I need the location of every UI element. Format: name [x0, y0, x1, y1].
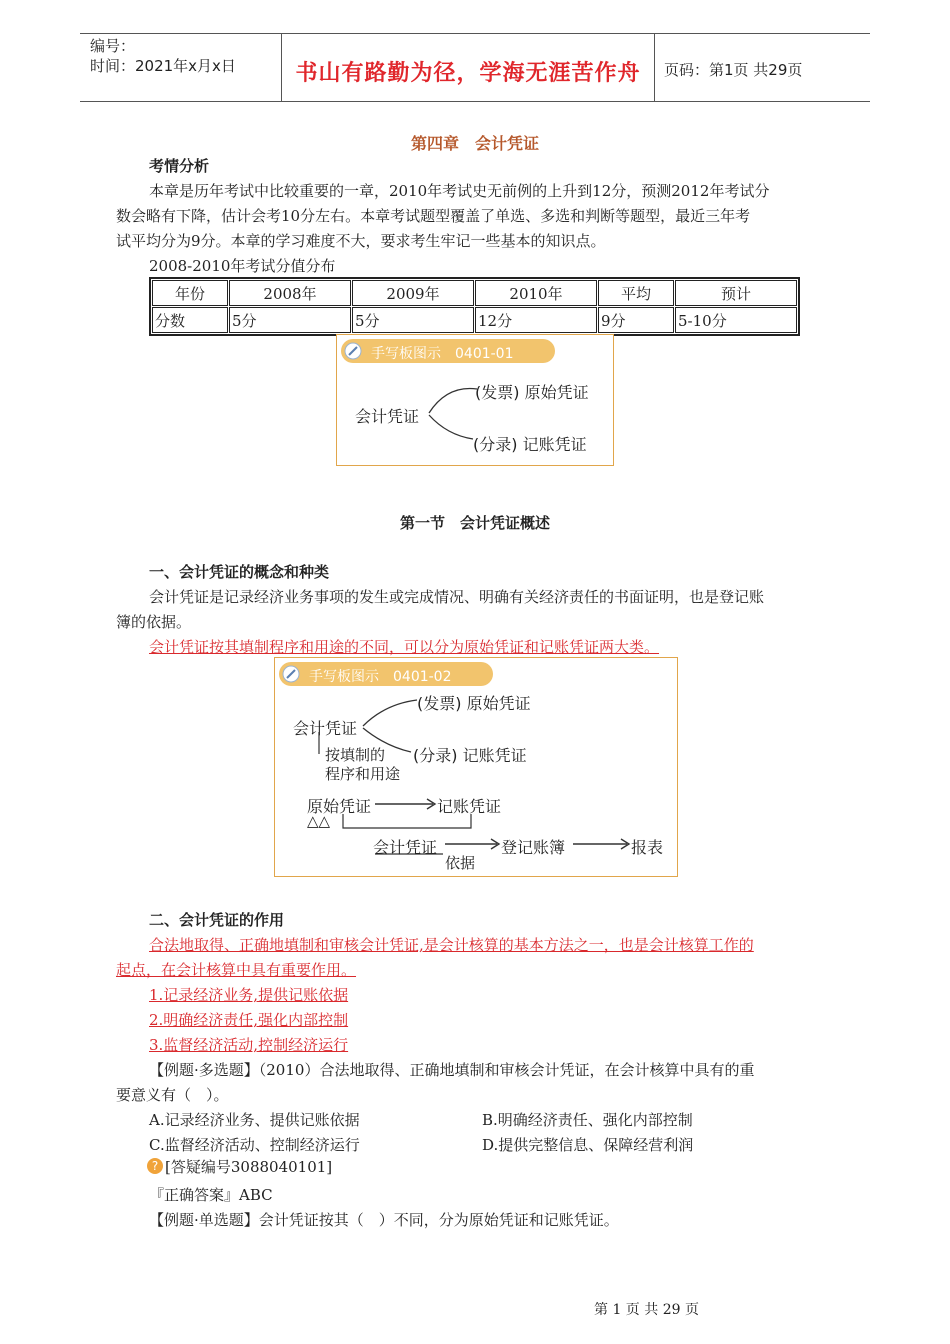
figure-2-basis: 依据	[445, 854, 476, 872]
figure-1-root: 会计凭证	[355, 407, 420, 426]
table-row	[152, 307, 797, 333]
part1-highlight: 会计凭证按其填制程序和用途的不同，可以分为原始凭证和记账凭证两大类。	[149, 638, 660, 656]
table-header-cell: 平均	[598, 280, 674, 306]
header-meta	[90, 36, 236, 76]
table-caption: 2008-2010年考试分值分布	[149, 257, 336, 275]
analysis-text-line2: 数会略有下降，估计会考10分左右。本章考试题型覆盖了单选、多选和判断等题型，最近三年考	[116, 207, 751, 225]
part1-text-line1: 会计凭证是记录经济业务事项的发生或完成情况、明确有关经济责任的书面证明，也是登记账	[149, 588, 765, 606]
figure-2-root: 会计凭证	[293, 719, 358, 738]
example1-answer: 『正确答案』ABC	[149, 1186, 273, 1204]
header-page-info: 页码：第1页 共29页	[664, 61, 803, 79]
part1-text-line2: 簿的依据。	[116, 613, 192, 631]
part2-highlight-line1: 合法地取得、正确地填制和审核会计凭证,是会计核算的基本方法之一，也是会计核算工作的	[149, 936, 754, 954]
table-header-row	[152, 280, 797, 306]
figure-2-basis-line1: 按填制的	[325, 746, 386, 764]
branch-upper-line	[429, 389, 477, 414]
whiteboard-figure-2	[274, 657, 678, 877]
branch-upper-line	[363, 700, 417, 726]
header-divider-1	[281, 33, 282, 101]
header-motto: 书山有路勤为径，学海无涯苦作舟	[295, 61, 641, 86]
example1-qa-ref[interactable]: [答疑编号3088040101]	[165, 1158, 333, 1176]
figure-2-ledger: 登记账簿	[501, 838, 566, 857]
analysis-text-line3: 试平均分为9分。本章的学习难度不大，要求考生牢记一些基本的知识点。	[116, 232, 606, 250]
example1-option-c: C.监督经济活动、控制经济运行	[149, 1136, 360, 1154]
figure-1-badge: 手写板图示 0401-01	[371, 346, 514, 362]
score-distribution-table	[149, 277, 800, 336]
header-divider-2	[654, 33, 655, 101]
footer-page-number: 第 1 页 共 29 页	[594, 1302, 699, 1318]
table-cell: 9分	[598, 307, 674, 333]
example1-option-d: D.提供完整信息、保障经营利润	[482, 1136, 694, 1154]
table-cell: 分数	[152, 307, 228, 333]
figure-2-original: 原始凭证	[307, 797, 372, 816]
table-cell: 5分	[229, 307, 351, 333]
figure-2-voucher: 会计凭证	[373, 838, 438, 857]
part2-highlight-line2: 起点，在会计核算中具有重要作用。	[116, 961, 357, 979]
table-header-cell: 2008年	[229, 280, 351, 306]
part2-item-1: 1.记录经济业务,提供记账依据	[149, 986, 349, 1004]
branch-lower-line	[429, 415, 473, 439]
chapter-title: 第四章 会计凭证	[410, 134, 539, 153]
figure-1-branch-journal: (分录) 记账凭证	[473, 435, 587, 454]
header-top-rule	[80, 33, 870, 34]
figure-2-report: 报表	[631, 838, 664, 857]
analysis-text-line1: 本章是历年考试中比较重要的一章，2010年考试史无前例的上升到12分，预测2012年考试分	[149, 182, 770, 200]
header-code-label: 编号：	[90, 37, 136, 55]
figure-2-badge: 手写板图示 0401-02	[309, 669, 452, 685]
example1-option-b: B.明确经济责任、强化内部控制	[482, 1111, 693, 1129]
figure-2-branch-journal: (分录) 记账凭证	[413, 746, 527, 765]
analysis-heading: 考情分析	[149, 157, 210, 175]
table-header-cell: 预计	[675, 280, 797, 306]
table-header-cell: 2009年	[352, 280, 474, 306]
table-header-cell: 年份	[152, 280, 228, 306]
figure-2-triangles: △△	[307, 812, 331, 830]
table-cell: 12分	[475, 307, 597, 333]
help-icon[interactable]: ?	[147, 1158, 163, 1174]
part2-heading: 二、会计凭证的作用	[149, 911, 285, 929]
header-time-label: 时间：2021年x月x日	[90, 57, 236, 75]
header-bottom-rule	[80, 101, 870, 102]
part1-heading: 一、会计凭证的概念和种类	[149, 563, 330, 581]
figure-2-branch-original: (发票) 原始凭证	[417, 694, 531, 713]
whiteboard-figure-1	[336, 334, 614, 466]
table-cell: 5-10分	[675, 307, 797, 333]
table-header-cell: 2010年	[475, 280, 597, 306]
section-title: 第一节 会计凭证概述	[399, 514, 550, 532]
figure-1-branch-original: (发票) 原始凭证	[475, 383, 589, 402]
figure-2-basis-line2: 程序和用途	[325, 765, 401, 783]
figure-2-journal: 记账凭证	[437, 797, 502, 816]
part2-item-3: 3.监督经济活动,控制经济运行	[149, 1036, 349, 1054]
example1-question-line2: 要意义有（ ）。	[116, 1086, 229, 1104]
example2-question: 【例题·单选题】会计凭证按其（ ）不同，分为原始凭证和记账凭证。	[149, 1211, 619, 1229]
example1-option-a: A.记录经济业务、提供记账依据	[149, 1111, 360, 1129]
table-cell: 5分	[352, 307, 474, 333]
part2-item-2: 2.明确经济责任,强化内部控制	[149, 1011, 349, 1029]
example1-question-line1: 【例题·多选题】（2010）合法地取得、正确地填制和审核会计凭证，在会计核算中具有的重	[149, 1061, 755, 1079]
